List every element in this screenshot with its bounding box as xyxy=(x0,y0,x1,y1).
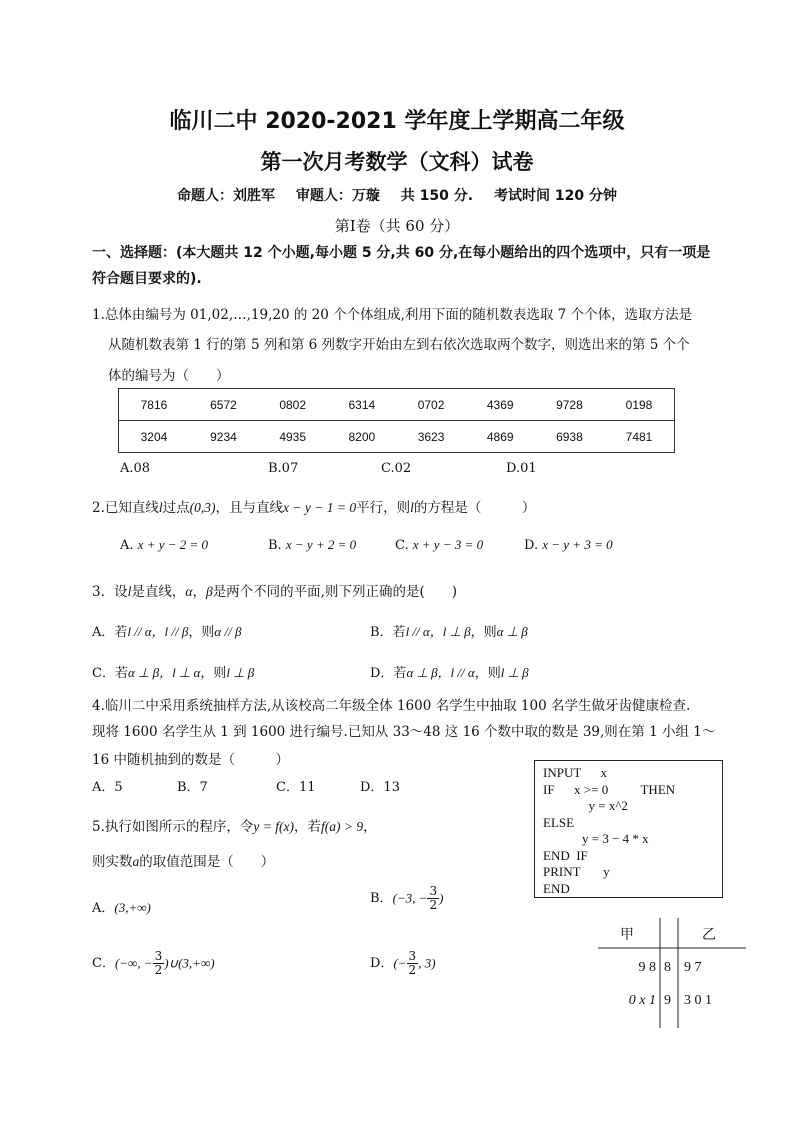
row2-right-leaves: 3 0 1 xyxy=(684,993,712,1008)
table-cell: 0802 xyxy=(258,389,327,421)
row2-stem: 9 xyxy=(664,993,671,1008)
table-row xyxy=(119,421,675,453)
table-cell: 9234 xyxy=(189,421,258,453)
table-cell: 7816 xyxy=(119,389,189,421)
q2-point: (0,3) xyxy=(189,500,216,515)
table-cell: 4935 xyxy=(258,421,327,453)
q3-option-a: A．若l // α，l // β，则α // β xyxy=(92,624,242,640)
q4-line3: 16 中随机抽到的数是（ ） xyxy=(92,752,289,768)
q2-text: 的方程是（ ） xyxy=(413,500,536,516)
left-header: 甲 xyxy=(620,928,634,943)
table-cell: 9728 xyxy=(535,389,604,421)
q5-option-c: C．(−∞, − $\frac{3}{2}$ )∪(3,+∞) xyxy=(92,949,215,977)
q2-option-d: D. x − y + 3 = 0 xyxy=(524,537,613,553)
q2-stem xyxy=(92,496,535,516)
q5-option-a: A．(3,+∞) xyxy=(92,900,151,916)
program-line: y = 3 − 4 * x xyxy=(543,831,649,846)
q3-option-d: D．若α ⊥ β，l // α，则l ⊥ β xyxy=(370,665,529,681)
q1-option-a: A.08 xyxy=(120,461,151,476)
program-line: IF x >= 0 THEN xyxy=(543,781,676,797)
part-heading: 第Ⅰ卷（共 60 分） xyxy=(334,217,460,235)
q3-option-c: C．若α ⊥ β，l ⊥ α，则l ⊥ β xyxy=(92,665,255,681)
program-line: ELSE xyxy=(543,814,575,830)
table-cell: 6314 xyxy=(327,389,396,421)
q1-option-c: C.02 xyxy=(381,461,412,476)
q4-line1: 4.临川二中采用系统抽样方法,从该校高二年级全体 1600 名学生中抽取 100 名学生做牙齿健康检查. xyxy=(92,698,691,714)
q2-text: 过点 xyxy=(162,500,190,516)
q4-line2: 现将 1600 名学生从 1 到 1600 进行编号.已知从 33～48 这 16 个数中取的数是 39,则在第 1 小组 1～ xyxy=(92,724,716,740)
q2-option-a: A. x + y − 2 = 0 xyxy=(120,537,209,553)
setter: 命题人：刘胜军 xyxy=(177,188,276,204)
random-number-table xyxy=(118,388,675,453)
table-cell: 4869 xyxy=(466,421,535,453)
q5-option-b: B．(−3, − $\frac{3}{2}$ ) xyxy=(370,884,444,912)
row1-left-leaves: 9 8 xyxy=(638,960,656,975)
q2-equation: x − y − 1 = 0 xyxy=(283,500,357,515)
q4-option-b: B．7 xyxy=(177,780,208,795)
reviewer: 审题人：万璇 xyxy=(295,188,380,204)
title-line2: 第一次月考数学（文科）试卷 xyxy=(260,150,534,174)
table-cell: 6938 xyxy=(535,421,604,453)
q1-option-d: D.01 xyxy=(506,461,537,476)
row1-stem: 8 xyxy=(664,960,671,975)
total-score: 共 150 分. xyxy=(400,188,474,204)
table-cell: 7481 xyxy=(604,421,674,453)
q1-line1: 1.总体由编号为 01,02,…,19,20 的 20 个个体组成,利用下面的随机数表选取 7 个个体，选取方法是 xyxy=(92,307,693,323)
q3-stem: 3．设l是直线，α，β是两个不同的平面,则下列正确的是( ) xyxy=(92,584,458,600)
table-cell: 8200 xyxy=(327,421,396,453)
program-line: y = x^2 xyxy=(543,798,628,813)
q3-option-b: B．若l // α，l ⊥ β，则α ⊥ β xyxy=(370,624,528,640)
row1-right-leaves: 9 7 xyxy=(684,960,702,975)
q4-option-c: C．11 xyxy=(276,780,316,795)
q1-line3: 体的编号为（ ） xyxy=(108,368,230,384)
q2-text: 2.已知直线 xyxy=(92,500,159,516)
q2-option-c: C. x + y − 3 = 0 xyxy=(395,537,484,553)
program-line: END IF xyxy=(543,847,588,863)
exam-time: 考试时间 120 分钟 xyxy=(493,188,617,204)
q2-var-l: l xyxy=(410,500,414,515)
program-line: INPUT x xyxy=(543,765,608,780)
section-intro-line1: 一、选择题：(本大题共 12 个小题,每小题 5 分,共 60 分,在每小题给出的四个选项中，只有一项是 xyxy=(92,245,711,261)
q5-line2: 则实数a的取值范围是（ ） xyxy=(92,854,275,870)
program-box xyxy=(534,760,723,898)
table-cell: 4369 xyxy=(466,389,535,421)
stem-leaf-plot xyxy=(598,918,746,1028)
table-cell: 6572 xyxy=(189,389,258,421)
q2-var-l: l xyxy=(158,500,163,515)
q2-text: ，且与直线 xyxy=(215,500,284,516)
row2-left-leaves: 0 x 1 xyxy=(628,993,656,1008)
exam-meta xyxy=(0,185,794,205)
q5-line1: 5.执行如图所示的程序，令y = f(x)，若f(a) > 9， xyxy=(92,819,377,835)
title-line1: 临川二中 2020-2021 学年度上学期高二年级 xyxy=(169,109,625,134)
q1-line2: 从随机数表第 1 行的第 5 列和第 6 列数字开始由左到右依次选取两个数字，则选出来的第 5 个个 xyxy=(108,337,690,353)
table-cell: 0702 xyxy=(396,389,465,421)
q5-option-d: D．(− $\frac{3}{2}$ , 3) xyxy=(370,949,436,977)
section-intro-line2: 符合题目要求的). xyxy=(92,271,202,287)
table-cell: 3623 xyxy=(396,421,465,453)
q2-option-b: B. x − y + 2 = 0 xyxy=(268,537,357,553)
program-line: END xyxy=(543,880,570,896)
program-line: PRINT y xyxy=(543,864,610,879)
table-row xyxy=(119,389,675,421)
right-header: 乙 xyxy=(702,928,716,943)
table-cell: 3204 xyxy=(119,421,189,453)
q4-option-d: D．13 xyxy=(360,780,400,795)
q2-text: 平行，则 xyxy=(356,500,411,516)
table-cell: 0198 xyxy=(604,389,674,421)
q4-option-a: A．5 xyxy=(92,780,123,795)
q1-option-b: B.07 xyxy=(268,461,299,476)
